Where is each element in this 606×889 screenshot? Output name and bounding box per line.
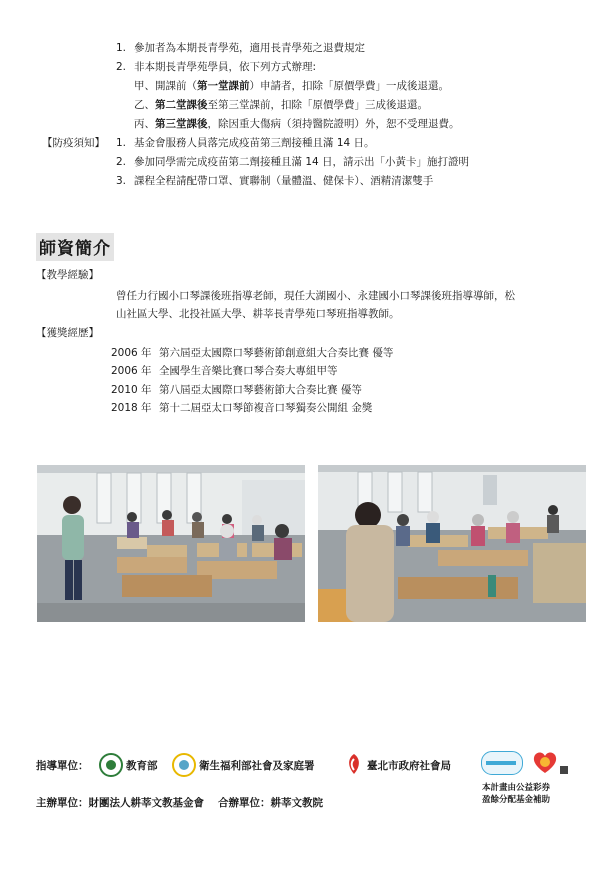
- epidemic-item: 2. 參加同學需完成疫苗第二劑接種且滿 14 日，請示出「小黃卡」施打證明: [116, 156, 470, 168]
- awards-label: 【獲獎經歷】: [36, 327, 99, 339]
- org-social-family: 衛生福利部社會及家庭署: [199, 760, 315, 772]
- teaching-experience-label: 【教學經驗】: [36, 269, 99, 281]
- teaching-experience-text: 曾任力行國小口琴課後班指導老師，現任大湖國小、永建國小口琴課後班指導導師，松: [116, 290, 515, 302]
- classroom-photo-1: [37, 465, 305, 622]
- host-row: 主辦單位：財團法人耕莘文教基金會 合辦單位：耕莘文教院: [36, 797, 323, 809]
- refund-item-1: 1. 參加者為本期長青學苑，適用長青學苑之退費規定: [116, 42, 365, 54]
- public-welfare-lottery-logo-icon: [481, 751, 523, 775]
- classroom-photo-2: [318, 465, 586, 622]
- epidemic-item: 3. 課程全程請配帶口罩、實聯制（量體溫、健保卡）、酒精清潔雙手: [116, 175, 434, 187]
- refund-option-a: 甲、開課前（第一堂課前）申請者，扣除「原價學費」一成後退還。: [134, 80, 449, 92]
- refund-option-c: 丙、第三堂課後，除因重大傷病（須持醫院證明）外，恕不受理退費。: [134, 118, 460, 130]
- sponsor-note: 本計畫由公益彩券 盈餘分配基金補助: [482, 783, 551, 805]
- small-building-icon: [560, 766, 568, 774]
- teaching-experience-text: 山社區大學、北投社區大學、耕莘長青學苑口琴班指導教師。: [116, 308, 400, 320]
- org-education: 教育部: [126, 760, 158, 772]
- guidance-label: 指導單位：: [36, 760, 89, 772]
- award-row: 2006 年 第六屆亞太國際口琴藝術節創意組大合奏比賽 優等: [111, 347, 394, 359]
- award-row: 2006 年 全國學生音樂比賽口琴合奏大專組甲等: [111, 365, 338, 377]
- epidemic-label: 【防疫須知】: [42, 137, 105, 149]
- refund-item-2: 2. 非本期長青學苑學員，依下列方式辦理:: [116, 61, 317, 73]
- teacher-section-title: 師資簡介: [36, 233, 114, 261]
- social-family-admin-logo-icon: [172, 753, 196, 777]
- refund-option-b: 乙、第二堂課後至第三堂課前，扣除「原價學費」三成後退還。: [134, 99, 428, 111]
- taipei-social-welfare-logo-icon: [345, 753, 363, 775]
- heart-charity-logo-icon: [531, 748, 559, 776]
- award-row: 2018 年 第十二屆亞太口琴節複音口琴獨奏公開組 金獎: [111, 402, 373, 414]
- org-taipei-social: 臺北市政府社會局: [367, 760, 451, 772]
- ministry-of-education-logo-icon: [99, 753, 123, 777]
- award-row: 2010 年 第八屆亞太國際口琴藝術節大合奏比賽 優等: [111, 384, 362, 396]
- epidemic-item: 1. 基金會服務人員落完成疫苗第三劑接種且滿 14 日。: [116, 137, 375, 149]
